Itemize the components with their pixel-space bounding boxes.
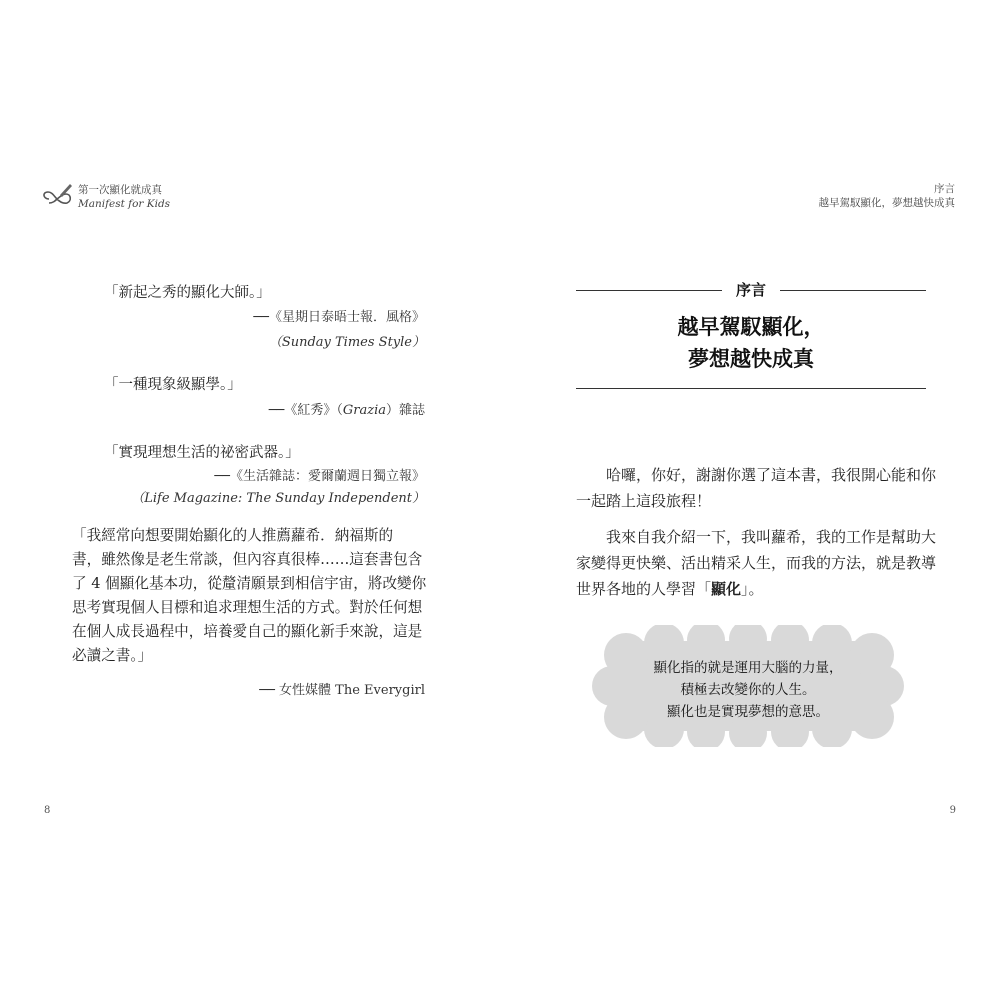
long-quote-line: 「我經常向想要開始顯化的人推薦蘿希．納福斯的 xyxy=(72,527,394,544)
running-header-left xyxy=(40,183,170,211)
quote-1-text: 「新起之秀的顯化大師。」 xyxy=(104,285,271,301)
chapter-title-line-1: 越早駕馭顯化， xyxy=(677,315,825,339)
paragraph-2-line: 我來自我介紹一下，我叫蘿希，我的工作是幫助大 xyxy=(606,528,937,546)
quote-2-source-en: Grazia xyxy=(342,403,386,418)
paragraph-1 xyxy=(576,462,936,514)
quote-3-text: 「實現理想生活的祕密武器。」 xyxy=(104,445,300,461)
paragraph-2-line-3-post: 」。 xyxy=(741,580,764,598)
long-quote-line: 在個人成長過程中，培養愛自己的顯化新手來說，這是 xyxy=(72,623,423,640)
paragraph-2 xyxy=(576,524,936,602)
callout-line: 積極去改變你的人生。 xyxy=(680,682,816,698)
long-quote-line: 了 4 個顯化基本功，從釐清願景到相信宇宙，將改變你 xyxy=(72,575,427,592)
quote-3-source: ──《生活雜誌：愛爾蘭週日獨立報》 xyxy=(214,469,425,484)
heading-rule-bottom xyxy=(576,388,926,389)
quote-3-source-en: （Life Magazine: The Sunday Independent） xyxy=(131,491,425,506)
page-number-right: 9 xyxy=(949,805,956,816)
long-quote-line: 思考實現個人目標和追求理想生活的方式。對於任何想 xyxy=(72,599,423,616)
callout-line: 顯化也是實現夢想的意思。 xyxy=(667,704,829,720)
quote-3 xyxy=(104,441,300,462)
quote-1-source-en: （Sunday Times Style） xyxy=(268,335,425,350)
quote-1-source: ──《星期日泰晤士報．風格》 xyxy=(253,310,425,325)
heading-rule-right xyxy=(780,290,926,291)
quote-2 xyxy=(104,373,242,394)
callout-line: 顯化指的就是運用大腦的力量， xyxy=(653,660,843,676)
quote-2-source-pre: ──《紅秀》（ xyxy=(268,403,343,418)
long-quote-source: ── 女性媒體 The Everygirl xyxy=(259,683,425,698)
paragraph-2-line xyxy=(576,576,936,602)
infinity-pencil-logo-icon xyxy=(40,181,74,207)
quote-2-source-post: ）雜誌 xyxy=(385,403,425,418)
paragraph-1-line: 哈囉，你好，謝謝你選了這本書，我很開心能和你 xyxy=(606,466,937,484)
quote-2-source xyxy=(269,399,425,418)
header-section: 序言 xyxy=(934,183,955,195)
book-subtitle: Manifest for Kids xyxy=(78,198,171,210)
quote-2-text: 「一種現象級顯學。」 xyxy=(104,377,242,393)
heading-rule-left xyxy=(576,290,722,291)
page-number-left: 8 xyxy=(44,805,51,816)
running-header-right xyxy=(819,182,956,210)
long-quote-line: 必讀之書。」 xyxy=(72,647,153,664)
chapter-title xyxy=(576,311,926,375)
manifest-term: 顯化 xyxy=(711,580,742,598)
chapter-label: 序言 xyxy=(735,281,766,299)
paragraph-2-line: 家變得更快樂、活出精采人生，而我的方法，就是教導 xyxy=(576,554,937,572)
paragraph-1-line: 一起踏上這段旅程！ xyxy=(576,492,712,510)
header-chapter-title: 越早駕馭顯化，夢想越快成真 xyxy=(818,197,955,209)
long-quote xyxy=(72,524,432,668)
book-title: 第一次顯化就成真 xyxy=(78,184,162,196)
paragraph-2-line-3-pre: 世界各地的人學習「 xyxy=(576,580,712,598)
callout-text xyxy=(592,657,904,723)
cloud-callout xyxy=(592,625,904,747)
long-quote-line: 書，雖然像是老生常談，但內容真很棒……這套書包含 xyxy=(72,551,423,568)
chapter-title-line-2: 夢想越快成真 xyxy=(688,347,814,371)
quote-1 xyxy=(104,281,271,302)
